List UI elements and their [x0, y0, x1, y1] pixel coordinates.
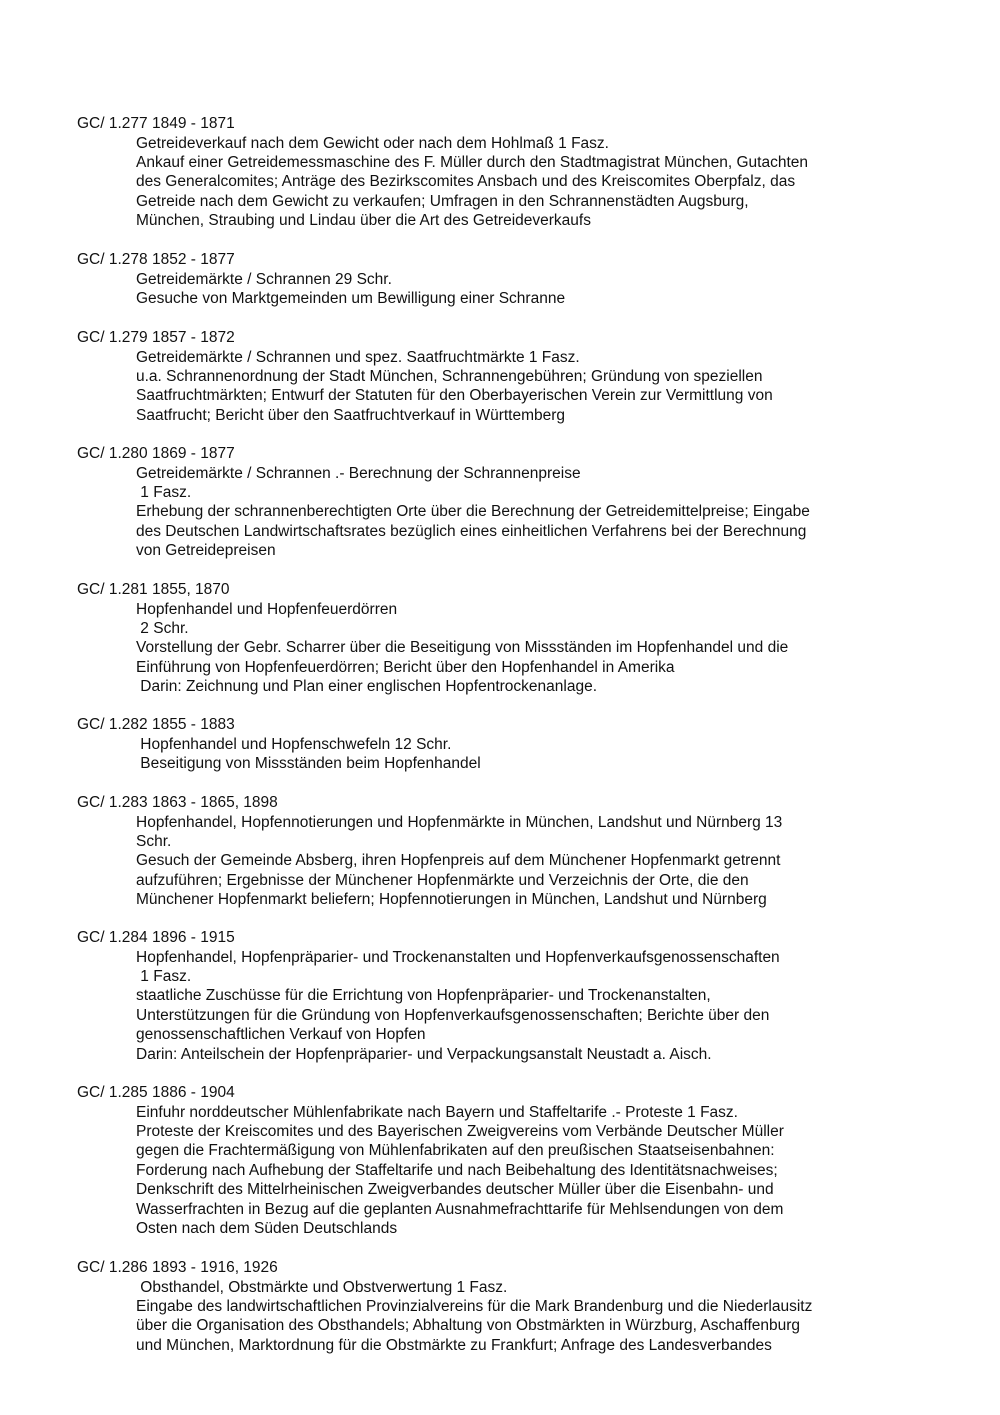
entry-line: und München, Marktordnung für die Obstmärkte zu Frankfurt; Anfrage des Landesverbandes	[136, 1336, 772, 1354]
entry-description	[136, 464, 876, 561]
entry-line: Beseitigung von Missständen beim Hopfenhandel	[136, 754, 481, 772]
entry-line: Gesuche von Marktgemeinden um Bewilligung einer Schranne	[136, 289, 566, 307]
entry-line: Obsthandel, Obstmärkte und Obstverwertung 1 Fasz.	[136, 1278, 508, 1296]
entry-heading: GC/ 1.282 1855 - 1883	[77, 716, 235, 733]
entry-line: Osten nach dem Süden Deutschlands	[136, 1219, 398, 1237]
entry-line: Saatfrucht; Bericht über den Saatfruchtverkauf in Württemberg	[136, 406, 566, 424]
entry-heading: GC/ 1.281 1855, 1870	[77, 581, 230, 598]
entry-description	[136, 948, 876, 1064]
entry-line: Forderung nach Aufhebung der Staffeltarife und nach Beibehaltung des Identitätsnachweises;	[136, 1161, 778, 1179]
entry-line: Gesuch der Gemeinde Absberg, ihren Hopfenpreis auf dem Münchener Hopfenmarkt getrennt	[136, 852, 781, 870]
entry-line: Einführung von Hopfenfeuerdörren; Bericht über den Hopfenhandel in Amerika	[136, 658, 675, 676]
entry-heading: GC/ 1.279 1857 - 1872	[77, 329, 235, 346]
entry-line: des Deutschen Landwirtschaftsrates bezüglich eines einheitlichen Verfahrens bei der Berechnung	[136, 522, 807, 540]
entry-line: 1 Fasz.	[136, 483, 192, 501]
entry-line: Getreidemärkte / Schrannen .- Berechnung der Schrannenpreise	[136, 464, 581, 482]
entry-line: Erhebung der schrannenberechtigten Orte über die Berechnung der Getreidemittelpreise; Eingabe	[136, 503, 810, 521]
entry-description	[136, 813, 876, 910]
entry-line: über die Organisation des Obsthandels; Abhaltung von Obstmärkten in Würzburg, Aschaffenburg	[136, 1317, 801, 1335]
entry-line: Vorstellung der Gebr. Scharrer über die Beseitigung von Missständen im Hopfenhandel und die	[136, 639, 789, 657]
entry-heading: GC/ 1.285 1886 - 1904	[77, 1084, 235, 1101]
entry-line: Unterstützungen für die Gründung von Hopfenverkaufsgenossenschaften; Berichte über den	[136, 1006, 770, 1024]
entry-line: Münchener Hopfenmarkt beliefern; Hopfennotierungen in München, Landshut und Nürnberg	[136, 891, 767, 909]
entry-line: Ankauf einer Getreidemessmaschine des F. Müller durch den Stadtmagistrat München, Gutachten	[136, 153, 809, 171]
entry-line: Proteste der Kreiscomites und des Bayerischen Zweigvereins vom Verbände Deutscher Müller	[136, 1122, 784, 1140]
entry-line: u.a. Schrannenordnung der Stadt München, Schrannengebühren; Gründung von speziellen	[136, 367, 763, 385]
entry-description	[136, 270, 876, 309]
entry-line: Schr.	[136, 832, 172, 850]
entry-description	[136, 1278, 876, 1356]
entry-heading: GC/ 1.277 1849 - 1871	[77, 115, 235, 132]
entry-line: Getreide nach dem Gewicht zu verkaufen; Umfragen in den Schrannenstädten Augsburg,	[136, 192, 749, 210]
entry-heading: GC/ 1.280 1869 - 1877	[77, 445, 235, 462]
entry-line: Hopfenhandel, Hopfenpräparier- und Trockenanstalten und Hopfenverkaufsgenossenschaften	[136, 948, 780, 966]
entry-heading: GC/ 1.278 1852 - 1877	[77, 251, 235, 268]
entry-line: München, Straubing und Lindau über die Art des Getreideverkaufs	[136, 212, 591, 230]
entry-line: Darin: Zeichnung und Plan einer englischen Hopfentrockenanlage.	[136, 678, 597, 696]
entry-line: Eingabe des landwirtschaftlichen Provinzialvereins für die Mark Brandenburg und die Niederlausitz	[136, 1297, 813, 1315]
entry-description	[136, 1103, 876, 1239]
entry-line: 2 Schr.	[136, 619, 189, 637]
entry-line: Getreidemärkte / Schrannen und spez. Saatfruchtmärkte 1 Fasz.	[136, 348, 580, 366]
entry-heading: GC/ 1.286 1893 - 1916, 1926	[77, 1259, 278, 1276]
entry-description	[136, 134, 876, 231]
entry-line: Wasserfrachten in Bezug auf die geplanten Ausnahmefrachttarife für Mehlsendungen von dem	[136, 1200, 784, 1218]
entry-line: Getreideverkauf nach dem Gewicht oder nach dem Hohlmaß 1 Fasz.	[136, 134, 609, 152]
entry-line: staatliche Zuschüsse für die Errichtung von Hopfenpräparier- und Trockenanstalten,	[136, 987, 711, 1005]
entry-heading: GC/ 1.283 1863 - 1865, 1898	[77, 794, 278, 811]
entry-line: Darin: Anteilschein der Hopfenpräparier- und Verpackungsanstalt Neustadt a. Aisch.	[136, 1045, 712, 1063]
entry-line: gegen die Frachtermäßigung von Mühlenfabrikaten auf den preußischen Staatseisenbahnen:	[136, 1142, 775, 1160]
entry-heading: GC/ 1.284 1896 - 1915	[77, 929, 235, 946]
entry-line: genossenschaftlichen Verkauf von Hopfen	[136, 1026, 426, 1044]
entry-line: Hopfenhandel und Hopfenschwefeln 12 Schr.	[136, 735, 452, 753]
entry-description	[136, 735, 876, 774]
entry-line: des Generalcomites; Anträge des Bezirkscomites Ansbach und des Kreiscomites Oberpfalz, das	[136, 173, 796, 191]
entry-description	[136, 600, 876, 697]
entry-line: aufzuführen; Ergebnisse der Münchener Hopfenmärkte und Verzeichnis der Orte, die den	[136, 871, 749, 889]
entry-line: von Getreidepreisen	[136, 542, 276, 560]
entry-line: Saatfruchtmärkten; Entwurf der Statuten für den Oberbayerischen Verein zur Vermittlung von	[136, 387, 773, 405]
entry-line: 1 Fasz.	[136, 967, 192, 985]
entry-line: Denkschrift des Mittelrheinischen Zweigverbandes deutscher Müller über die Eisenbahn- und	[136, 1181, 774, 1199]
entry-line: Hopfenhandel und Hopfenfeuerdörren	[136, 600, 398, 618]
entry-line: Getreidemärkte / Schrannen 29 Schr.	[136, 270, 392, 288]
entry-description	[136, 348, 876, 426]
entry-line: Hopfenhandel, Hopfennotierungen und Hopfenmärkte in München, Landshut und Nürnberg 13	[136, 813, 783, 831]
entry-line: Einfuhr norddeutscher Mühlenfabrikate nach Bayern und Staffeltarife .- Proteste 1 Fasz.	[136, 1103, 738, 1121]
